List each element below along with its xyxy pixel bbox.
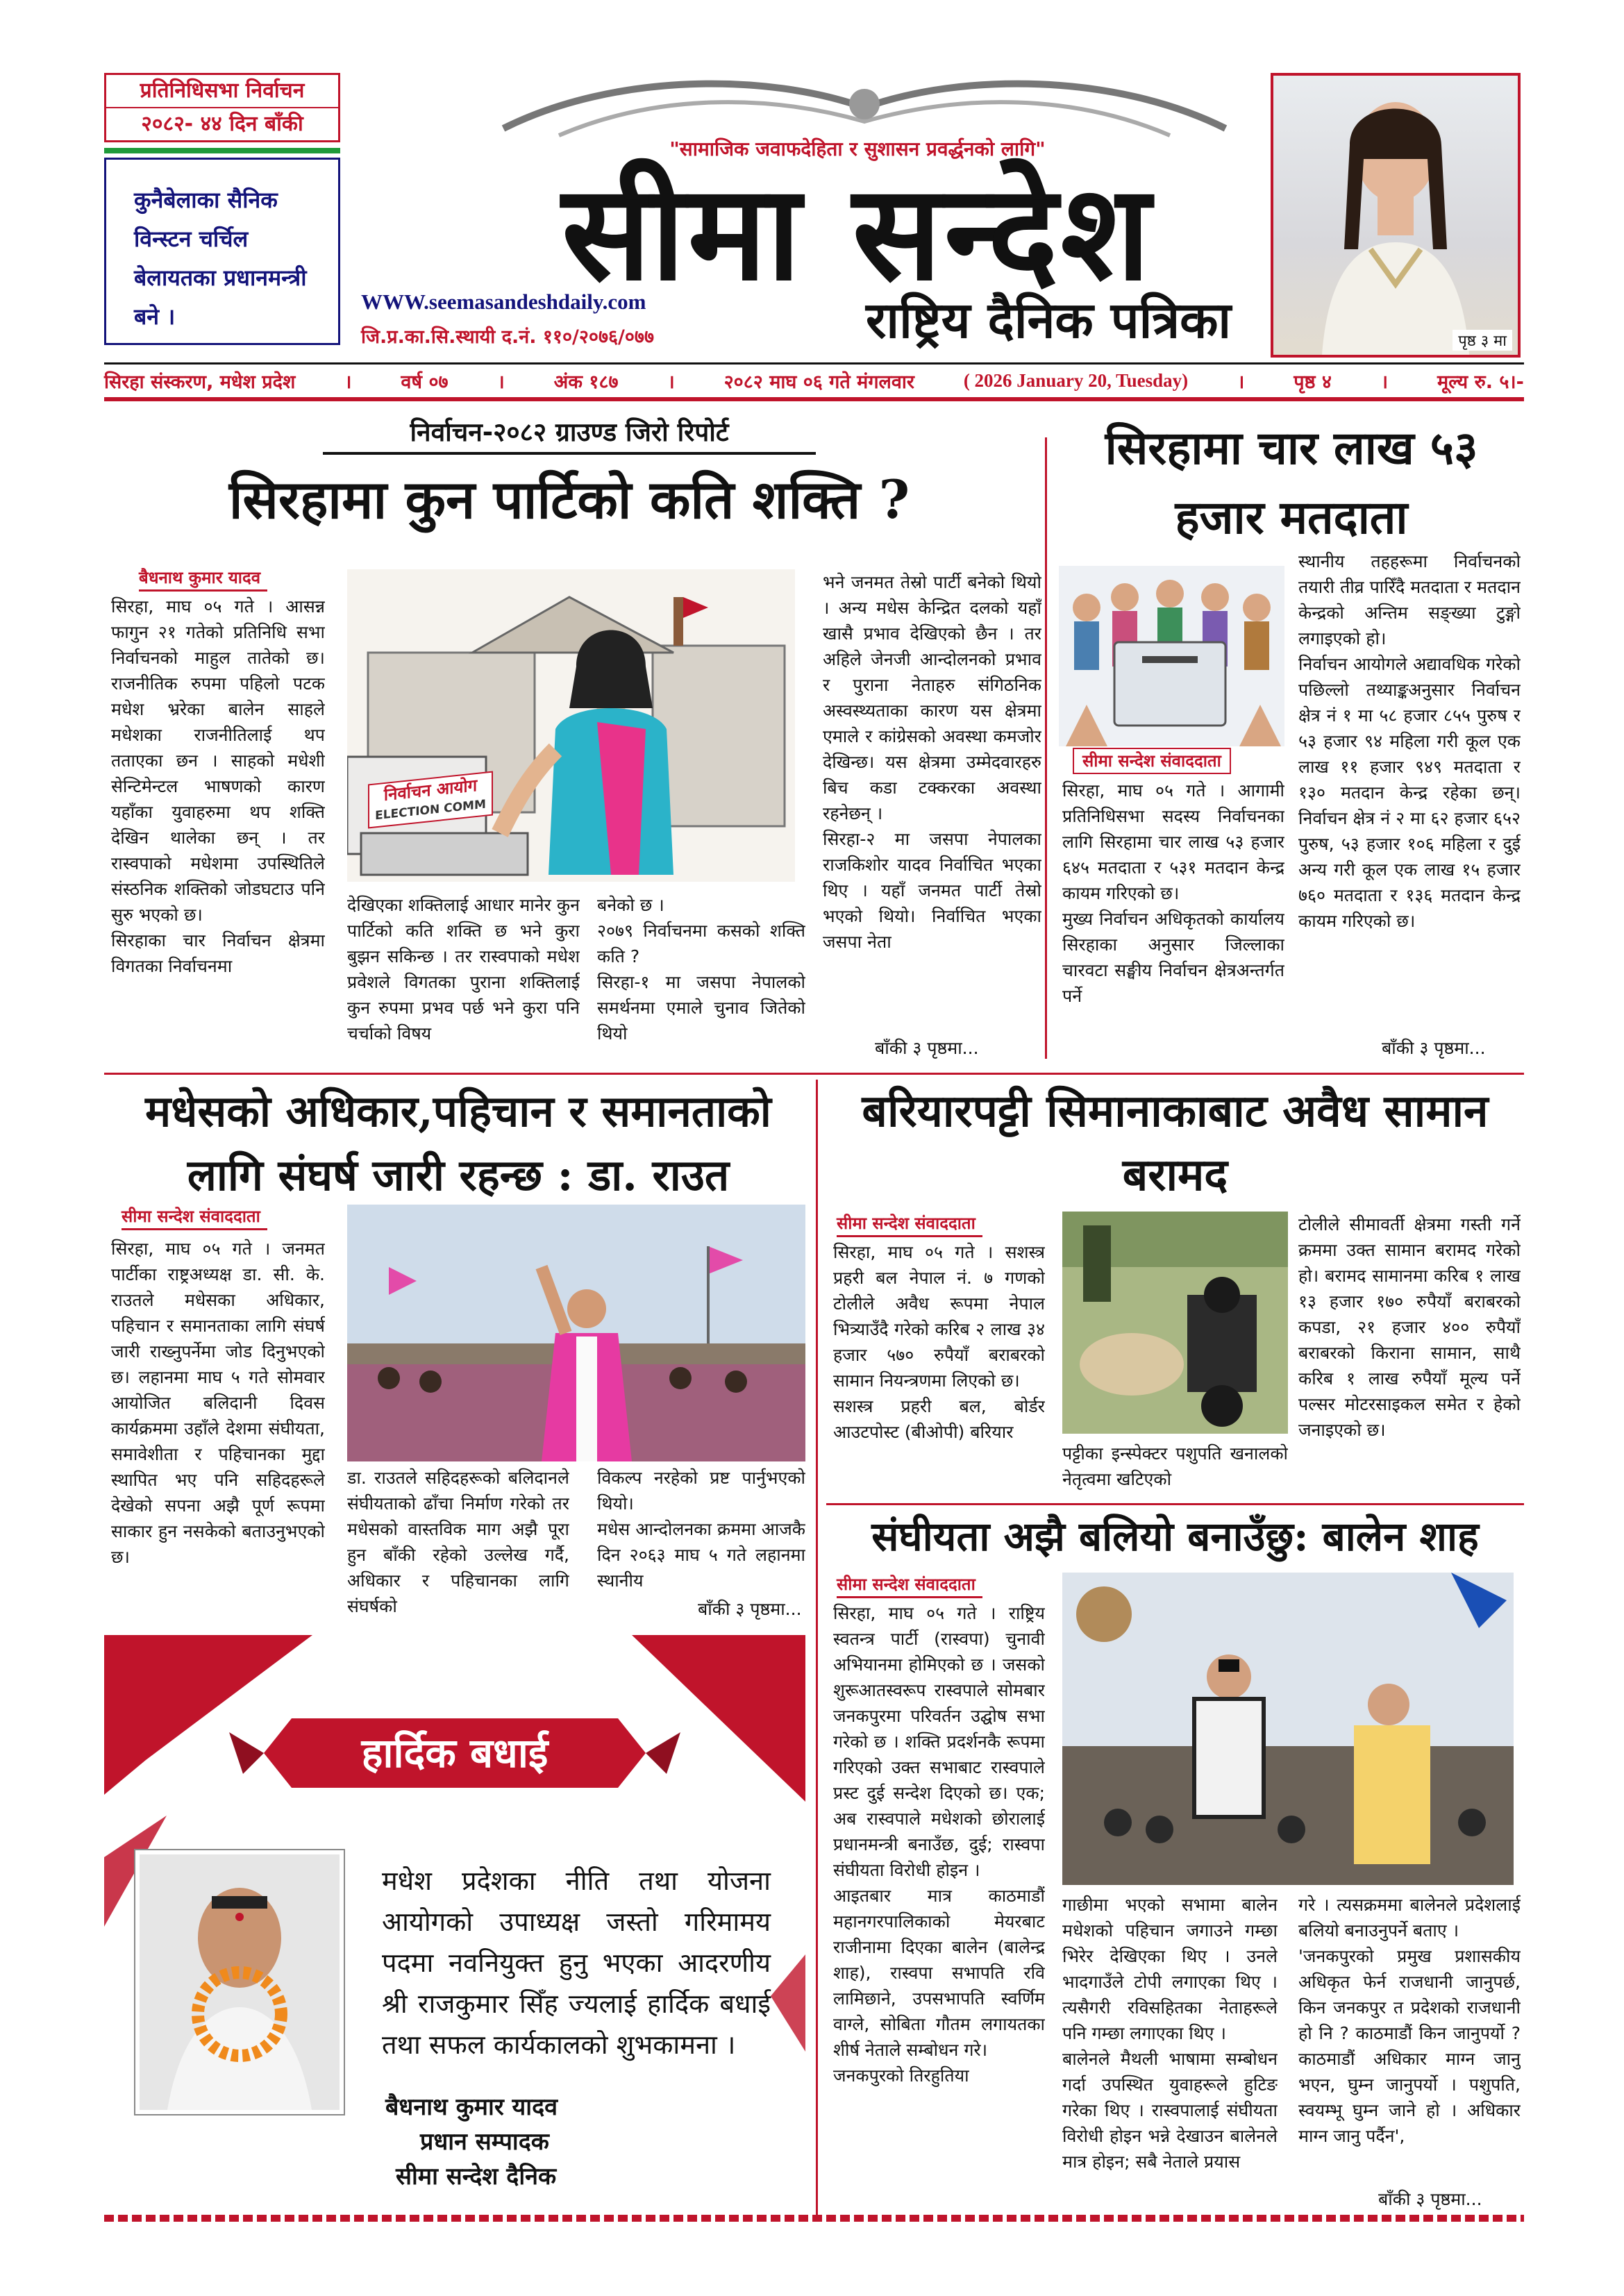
story5-rally-photo[interactable] bbox=[1062, 1573, 1514, 1885]
story1-kicker: निर्वाचन-२०८२ ग्राउण्ड जिरो रिपोर्ट bbox=[323, 413, 816, 455]
vertical-divider-bottom bbox=[816, 1080, 818, 2218]
volume-year: वर्ष ०७ bbox=[401, 371, 449, 393]
tagline: राष्ट्रिय दैनिक पत्रिका bbox=[865, 290, 1232, 349]
trivia-box bbox=[104, 158, 340, 345]
story1-continued[interactable]: बाँकी ३ पृष्ठमा... bbox=[875, 1038, 979, 1058]
ad-message: मधेश प्रदेशका नीति तथा योजना आयोगको उपाध्यक्ष जस्तो गरिमामय पदमा नवनियुक्त हुनु भएका आदरणीय श्री राजकुमार सिँह ज्यलाई हार्दिक बधाई तथा सफल कार्यकालको शुभकामना । bbox=[382, 1866, 771, 2060]
edition: सिरहा संस्करण, मधेश प्रदेश bbox=[104, 371, 296, 393]
story3-column-3: विकल्प नरहेको प्रष्ट पार्नुभएको थियो। मधेस आन्दोलनका क्रममा आजकै दिन २०६३ माघ ५ गते लहानमा स्थानीय bbox=[597, 1468, 805, 1591]
story1-column-4: भने जनमत तेस्रो पार्टी बनेको थियो । अन्य मधेस केन्द्रित दलको यहाँ खासै प्रभाव देखिएको छैन । तर अहिले जेनजी आन्दोलनको प्रभाव र पुराना नेताहरु संगिठनिक अस्वस्थ्यताका कारण यस क्षेत्रमा एमाले र कांग्रेसको अवस्था कमजोर देखिन्छ। यस क्षेत्रमा उम्मेदवारहरु बिच कडा टक्करका अवस्था रहनेछन् । सिरहा-२ मा जसपा नेपालका राजकिशोर यादव निर्वाचित भएका थिए । यहाँ जनमत पार्टी तेस्रो भएको थियो। निर्वाचित भएका जसपा नेता bbox=[823, 572, 1041, 952]
story5-column-2: गाछीमा भएको सभामा बालेन मधेशको पहिचान जगाउने गम्छा भिरेर देखिएका थिए । उनले भादगाउँले टोपी लगाएका थिए । त्यसैगरी रविसहितका नेताहरूले पनि गम्छा लगाएका थिए । बालेनले मैथली भाषामा सम्बोधन गर्दा उपस्थित युवाहरूले हुटिङ गरेका थिए । रास्वपालाई संघीयता विरोधी होइन भन्ने देखाउन बालेनले मात्र होइन; सबै नेताले प्रयास bbox=[1062, 1895, 1278, 2172]
story2-column-2: स्थानीय तहहरूमा निर्वाचनको तयारी तीव्र पारिँदै मतदाता र मतदान केन्द्रको अन्तिम सङ्ख्या टुङ्गो लगाइएको हो। निर्वाचन आयोगले अद्यावधिक गरेको पछिल्लो तथ्याङ्कअनुसार निर्वाचन क्षेत्र नं १ मा ५८ हजार ८५५ पुरुष र ५३ हजार ९४ महिला गरी कूल एक लाख ११ हजार ९४९ मतदाता र १३० मतदान केन्द्र रहेका छन्। निर्वाचन क्षेत्र नं २ मा ६२ हजार ६५२ पुरुष, ५३ हजार १०६ महिला र दुई अन्य गरी कूल एक लाख १५ हजार ७६० मतदाता र १३६ मतदान केन्द्र कायम गरिएको छ। bbox=[1298, 551, 1521, 931]
story5-column-3: गरे । त्यसक्रममा बालेनले प्रदेशलाई बलियो बनाउनुपर्ने बताए । 'जनकपुरको प्रमुख प्रशासकीय अधिकृत फेर्न राजधानी जानुपर्छ, किन जनकपुर त प्रदेशको राजधानी हो नि ? काठमाडौं किन जानुपर्यो ? काठमाडौं अधिकार माग्न जानु भएन, घुम्न जानुपर्यो । पशुपति, स्वयम्भू घुम्न जाने हो । अधिकार माग्न जानु पर्दैन', bbox=[1298, 1895, 1521, 2146]
story1-election-illustration[interactable] bbox=[347, 569, 795, 882]
dateline-top-rule bbox=[104, 362, 1524, 364]
vertical-divider-top bbox=[1045, 437, 1047, 1059]
green-divider bbox=[104, 148, 340, 153]
story1-byline: बैधनाथ कुमार यादव bbox=[139, 566, 267, 592]
story1-column-1: सिरहा, माघ ०५ गते । आसन्न फागुन २१ गतेको प्रतिनिधि सभा निर्वाचनको माहुल तातेको छ। राजनीतिक रुपमा पहिलो पटक मधेश भ्ररेका बालेन साहले मधेशका राजनीतिलाई थप तताएका छन । साहको मधेशी सेन्टिमेन्टल भाषणको कारण यहाँका युवाहरुमा थप शक्ति देखिन थालेका छन् । तर रास्वपाको मधेशमा उपस्थितिले संस्ठनिक शक्तिको जोडघटाउ पनि सुरु भएको छ। सिरहाका चार निर्वाचन क्षेत्रमा विगतका निर्वाचनमा bbox=[111, 596, 325, 976]
story5-continued[interactable]: बाँकी ३ पृष्ठमा... bbox=[1378, 2189, 1482, 2209]
story3-column-1: सिरहा, माघ ०५ गते । जनमत पार्टीका राष्ट्रअध्यक्ष डा. सी. के. राउतले मधेसका अधिकार, पहिचान र समानताका लागि संघर्ष जारी राख्नुपर्नेमा जोड दिनुभएको छ। लहानमा माघ ५ गते सोमवार आयोजित बलिदानी दिवस कार्यक्रममा उहाँले देशमा संघीयता, समावेशीता र पहिचानका मुद्दा स्थापित भए पनि सहिदहरूले देखेको सपना अझै पूर्ण रूपमा साकार हुन नसकेको बताउनुभएको छ। bbox=[111, 1239, 325, 1567]
election-illustration-art bbox=[347, 569, 795, 882]
story5-byline: सीमा सन्देश संवाददाता bbox=[837, 1573, 982, 1598]
story3-rally-photo[interactable] bbox=[347, 1205, 805, 1461]
website: WWW.seemasandeshdaily.com bbox=[361, 290, 646, 314]
price: मूल्य रु. ५।- bbox=[1437, 371, 1524, 393]
horizontal-divider-2 bbox=[826, 1503, 1524, 1505]
story2-voters-illustration[interactable] bbox=[1059, 566, 1284, 746]
story5-headline[interactable]: संघीयता अझै बलियो बनाउँछु: बालेन शाह bbox=[871, 1513, 1479, 1560]
rally-photo-art bbox=[347, 1205, 805, 1461]
story2-continued[interactable]: बाँकी ३ पृष्ठमा... bbox=[1382, 1038, 1486, 1058]
story3-headline[interactable]: मधेसको अधिकार,पहिचान र समानताको लागि संघर्ष जारी रहन्छ : डा. राउत bbox=[145, 1086, 771, 1200]
story4-seized-goods-photo[interactable] bbox=[1062, 1212, 1288, 1434]
trivia-text: कुनैबेलाका सैनिक विन्स्टन चर्चिल बेलायतका प्रधानमन्त्री बने । bbox=[134, 187, 307, 330]
story1-headline[interactable]: सिरहामा कुन पार्टिको कति शक्ति ? bbox=[228, 469, 910, 530]
story4-column-1: सिरहा, माघ ०५ गते । सशस्त्र प्रहरी बल नेपाल नं. ७ गणको टोलीले अवैध रूपमा नेपाल भित्र्याउँदै गरेको करिब २ लाख ३४ हजार ५७० रुपैयाँ बराबरको सामान नियन्त्रणमा लिएको छ। सशस्त्र प्रहरी बल, बोर्डर आउटपोस्ट (बीओपी) बरियार bbox=[833, 1242, 1045, 1442]
issue-number: अंक १८७ bbox=[553, 371, 619, 393]
story4-headline[interactable]: बरियारपट्टी सिमानाकाबाट अवैध सामान बरामद bbox=[862, 1085, 1489, 1201]
story2-byline: सीमा सन्देश संवाददाता bbox=[1073, 748, 1231, 774]
ad-ribbon-text: हार्दिक बधाई bbox=[361, 1729, 549, 1777]
story2-column-1: सिरहा, माघ ०५ गते । आगामी प्रतिनिधिसभा सदस्य निर्वाचनका लागि सिरहामा चार लाख ५३ हजार ६४५ मतदाता र ५३१ मतदान केन्द्र कायम गरिएको छ। मुख्य निर्वाचन अधिकृतको कार्यालय सिरहाका अनुसार जिल्लाका चारवटा सङ्घीय निर्वाचन क्षेत्रअन्तर्गत पर्ने bbox=[1062, 780, 1284, 1006]
story1-column-3: बनेको छ । २०७९ निर्वाचनमा कसको शक्ति कति ? सिरहा-१ मा जसपा नेपालको समर्थनमा एमाले चुनाव जितेको थियो bbox=[597, 895, 805, 1044]
newspaper-title: सीमा सन्देश bbox=[562, 155, 1153, 310]
ad-signature-org: सीमा सन्देश दैनिक bbox=[396, 2163, 557, 2190]
masthead bbox=[104, 66, 1524, 358]
story3-byline: सीमा सन्देश संवाददाता bbox=[122, 1205, 267, 1230]
election-countdown-days: २०८२- ४४ दिन बाँकी bbox=[141, 112, 303, 136]
balen-rally-photo-art bbox=[1062, 1573, 1514, 1885]
page-number: पृष्ठ ४ bbox=[1294, 371, 1332, 393]
story5-column-1: सिरहा, माघ ०५ गते । राष्ट्रिय स्वतन्त्र पार्टी (रास्वपा) चुनावी अभियानमा होमिएको छ । जसको शुरूआतस्वरूप रास्वपाले सोमबार जनकपुरमा परिवर्तन उद्घोष सभा गरेको छ । शक्ति प्रदर्शनकै रूपमा गरिएको उक्त सभाबाट रास्वपाले प्रस्ट दुई सन्देश दिएको छ। एक; अब रास्वपाले मधेशको छोरालाई प्रधानमन्त्री बनाउँछ, दुई; रास्वपा संघीयता विरोधी होइन । आइतबार मात्र काठमाडौं महानगरपालिकाको मेयरबाट राजीनामा दिएका बालेन (बालेन्द्र शाह), रास्वपा सभापति रवि लामिछाने, उपसभापति स्वर्णिम वाग्ले, सोबिता गौतम लगायतका शीर्ष नेताले सम्बोधन गरे। जनकपुरको तिरहुतिया bbox=[833, 1603, 1045, 2086]
story4-caption: पट्टीका इन्स्पेक्टर पशुपति खनालको नेतृत्वमा खटिएको bbox=[1062, 1443, 1288, 1489]
election-sign: निर्वाचन आयोग ELECTION COMM bbox=[368, 771, 493, 829]
registration-number: जि.प्र.का.सि.स्थायी द.नं. ११०/२०७६/०७७ bbox=[361, 326, 655, 348]
slogan: "सामाजिक जवाफदेहिता र सुशासन प्रवर्द्धनको लागि" bbox=[669, 137, 1046, 160]
title-banner bbox=[351, 66, 1364, 358]
dateline: सिरहा संस्करण, मधेश प्रदेश । वर्ष ०७ । अंक १८७ । २०८२ माघ ०६ गते मंगलवार ( 2026 January 20, Tuesday) । पृष्ठ ४ । मूल्य रु. ५।- bbox=[104, 366, 1524, 395]
story4-byline: सीमा सन्देश संवाददाता bbox=[837, 1212, 982, 1237]
promo-photo[interactable] bbox=[1271, 73, 1521, 358]
promo-model-image bbox=[1273, 76, 1518, 355]
dateline-bottom-rule bbox=[104, 397, 1524, 401]
story3-continued[interactable]: बाँकी ३ पृष्ठमा... bbox=[698, 1599, 802, 1619]
portrait-art bbox=[140, 1854, 340, 2110]
horizontal-divider-1 bbox=[104, 1073, 1524, 1075]
story4-column-2: टोलीले सीमावर्ती क्षेत्रमा गस्ती गर्ने क्रममा उक्त सामान बरामद गरेको हो। बरामद सामानमा करिब १ लाख १३ हजार १७० रुपैयाँ बराबरको कपडा, २१ हजार ४०० रुपैयाँ बराबरको किराना सामान, साथै करिब १ लाख रुपैयाँ मूल्य पर्ने पल्सर मोटरसाइकल समेत र हेको जनाइएको छ। bbox=[1298, 1214, 1521, 1440]
ad-signature-name: बैधनाथ कुमार यादव bbox=[385, 2093, 558, 2121]
date-english: ( 2026 January 20, Tuesday) bbox=[963, 369, 1189, 391]
election-countdown-title: प्रतिनिधिसभा निर्वाचन bbox=[106, 75, 338, 108]
story1-column-2: देखिएका शक्तिलाई आधार मानेर कुन पार्टिको कति शक्ति छ भने कुरा बुझन सकिन्छ । तर रास्वपाको मधेश प्रवेशले विगतका पुराना शक्तिलाई कुन रुपमा प्रभव पर्छ भने कुरा पनि चर्चाको विषय bbox=[347, 895, 580, 1044]
story2-headline[interactable]: सिरहामा चार लाख ५३ हजार मतदाता bbox=[1105, 421, 1478, 544]
date-nepali: २०८२ माघ ०६ गते मंगलवार bbox=[723, 371, 914, 393]
congratulation-ad[interactable] bbox=[104, 1635, 805, 2201]
footer-dashed-rule bbox=[104, 2215, 1524, 2222]
ad-portrait bbox=[135, 1850, 344, 2114]
voters-illustration-art bbox=[1059, 566, 1284, 746]
story3-column-2: डा. राउतले सहिदहरूको बलिदानले संघीयताको ढाँचा निर्माण गरेको तर मधेसको वास्तविक माग अझै पूरा हुन बाँकी रहेको उल्लेख गर्दै, अधिकार र पहिचानका लागि संघर्षको bbox=[347, 1468, 569, 1616]
seized-goods-photo-art bbox=[1062, 1212, 1288, 1434]
ad-signature-role: प्रधान सम्पादक bbox=[420, 2128, 549, 2156]
promo-caption: पृष्ठ ३ मा bbox=[1453, 330, 1512, 351]
election-countdown-box bbox=[104, 73, 340, 142]
